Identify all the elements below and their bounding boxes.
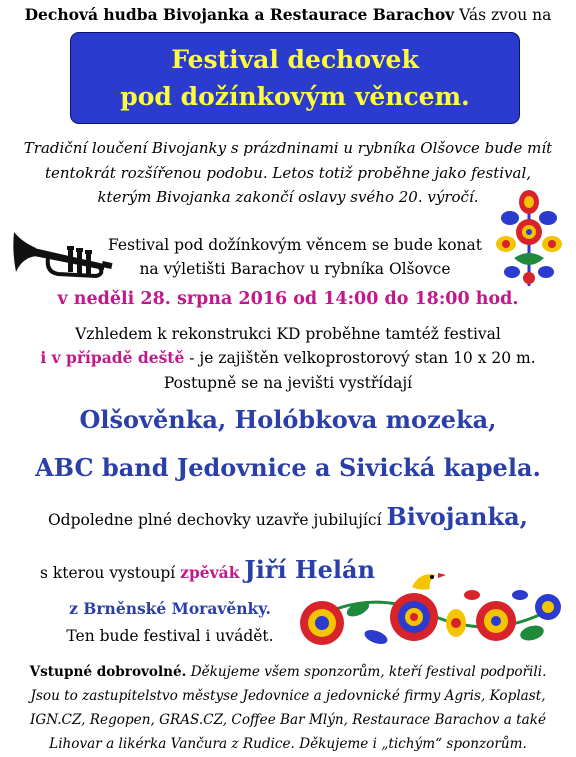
intro-line3: kterým Bivojanka zakončí oslavy svého 20. výročí. [97, 188, 479, 206]
host-note: Ten bude festival i uvádět. [66, 627, 274, 645]
header-line [0, 5, 576, 24]
sponsors-thanks: Děkujeme všem sponzorům, kteří festival podpořili. [186, 664, 547, 680]
singer-text: s kterou vystoupí [40, 564, 181, 582]
folk-floral-border [296, 565, 566, 657]
closing-text: Odpoledne plné dechovky uzavře jubilující [47, 511, 387, 529]
rain-note [0, 346, 576, 370]
sponsors-line3: IGN.CZ, Regopen, GRAS.CZ, Coffee Bar Mlýn, Restaurace Barachov a také [29, 712, 546, 728]
rain-rest: - je zajištěn velkoprostorový stan 10 x 20 m. [184, 349, 536, 367]
sponsors-line1 [10, 660, 566, 684]
banner-title-line2: pod dožínkovým věncem. [120, 82, 470, 111]
closing-band: Bivojanka, [386, 502, 529, 531]
sponsors-paragraph [10, 660, 566, 756]
singer-origin: z Brněnské Moravěnky. [69, 599, 271, 618]
bands-line2: ABC band Jedovnice a Sivická kapela. [35, 453, 541, 482]
singer-name: Jiří Helán [244, 555, 376, 584]
event-date: v neděli 28. srpna 2016 od 14:00 do 18:00 hod. [57, 289, 519, 309]
banner-title-line1: Festival dechovek [171, 45, 419, 74]
title-banner [70, 32, 520, 124]
intro-line1: Tradiční loučení Bivojanky s prázdninami u rybníka Olšovce bude mít [23, 139, 553, 157]
alternate-note: Postupně se na jevišti vystřídají [163, 374, 413, 392]
venue-paragraph [80, 233, 510, 281]
sponsors-line4: Lihovar a likérka Vančura z Rudice. Děkujeme i „tichým“ sponzorům. [49, 736, 527, 752]
reconstruction-note: Vzhledem k rekonstrukci KD proběhne tamtéž festival [75, 325, 501, 343]
venue-line1: Festival pod dožínkovým věncem se bude konat [108, 236, 482, 254]
venue-line2: na výletišti Barachov u rybníka Olšovce [139, 260, 451, 278]
closing-line [0, 502, 576, 532]
entry-note: Vstupné dobrovolné. [29, 664, 187, 680]
intro-paragraph [0, 136, 576, 210]
sponsors-line2: Jsou to zastupitelstvo městyse Jedovnice a jedovnické firmy Agris, Koplast, [30, 688, 546, 704]
invite-text: Vás zvou na [459, 6, 552, 24]
singer-role: zpěvák [180, 563, 240, 582]
rain-highlight: i v případě deště [40, 348, 185, 367]
bands-line1: Olšověnka, Holóbkova mozeka, [79, 405, 497, 434]
intro-line2: tentokrát rozšířenou podobu. Letos totiž proběhne jako festival, [44, 163, 532, 182]
organizers: Dechová hudba Bivojanka a Restaurace Barachov [24, 5, 455, 24]
